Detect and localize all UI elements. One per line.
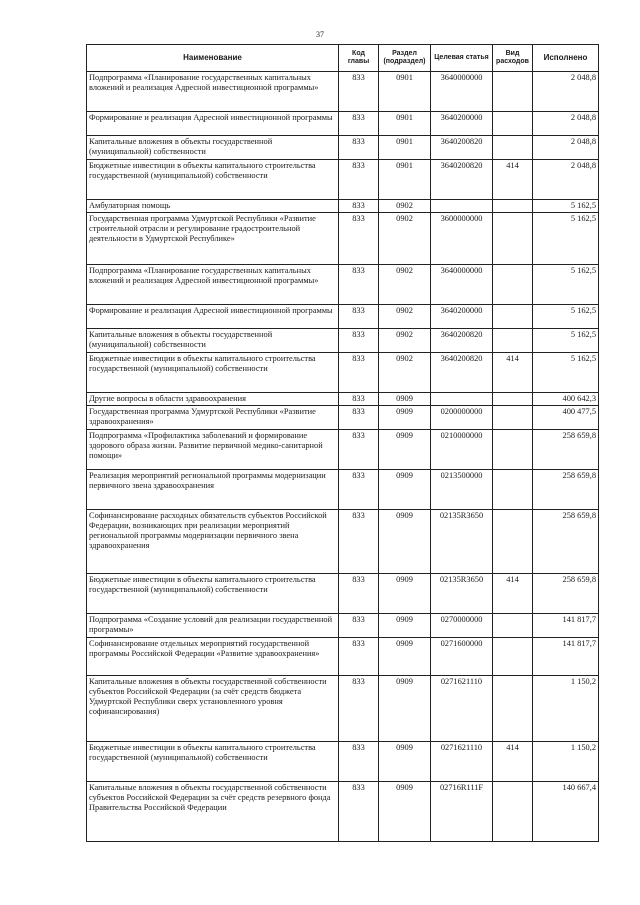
cell-razdel: 0901 bbox=[379, 136, 431, 160]
cell-name: Подпрограмма «Планирование государственных капитальных вложений и реализация Адресной инвестиционной программы» bbox=[87, 265, 339, 305]
cell-statya bbox=[431, 393, 493, 406]
table-row bbox=[87, 213, 599, 265]
cell-razdel: 0909 bbox=[379, 510, 431, 574]
cell-vid bbox=[493, 213, 533, 265]
cell-glava: 833 bbox=[339, 574, 379, 614]
cell-glava: 833 bbox=[339, 265, 379, 305]
table-row bbox=[87, 72, 599, 112]
cell-vid bbox=[493, 430, 533, 470]
cell-glava: 833 bbox=[339, 353, 379, 393]
table-row bbox=[87, 353, 599, 393]
cell-vid: 414 bbox=[493, 574, 533, 614]
budget-table bbox=[86, 44, 599, 842]
cell-razdel: 0909 bbox=[379, 406, 431, 430]
cell-executed: 5 162,5 bbox=[533, 213, 599, 265]
cell-vid bbox=[493, 638, 533, 676]
cell-statya: 3600000000 bbox=[431, 213, 493, 265]
cell-razdel: 0902 bbox=[379, 305, 431, 329]
cell-executed: 5 162,5 bbox=[533, 305, 599, 329]
table-row bbox=[87, 742, 599, 782]
table-row bbox=[87, 782, 599, 842]
table-header-row bbox=[87, 45, 599, 72]
cell-executed: 140 667,4 bbox=[533, 782, 599, 842]
cell-vid bbox=[493, 136, 533, 160]
page-number: 37 bbox=[316, 30, 324, 39]
cell-executed: 5 162,5 bbox=[533, 353, 599, 393]
table-row bbox=[87, 430, 599, 470]
cell-razdel: 0909 bbox=[379, 742, 431, 782]
table-row bbox=[87, 393, 599, 406]
cell-glava: 833 bbox=[339, 782, 379, 842]
cell-executed: 141 817,7 bbox=[533, 614, 599, 638]
header-razdel: Раздел (подраздел) bbox=[379, 45, 431, 72]
cell-razdel: 0909 bbox=[379, 574, 431, 614]
cell-glava: 833 bbox=[339, 742, 379, 782]
cell-glava: 833 bbox=[339, 676, 379, 742]
cell-name: Другие вопросы в области здравоохранения bbox=[87, 393, 339, 406]
cell-name: Капитальные вложения в объекты государственной (муниципальной) собственности bbox=[87, 329, 339, 353]
cell-name: Реализация мероприятий региональной программы модернизации первичного звена здравоохранения bbox=[87, 470, 339, 510]
cell-vid bbox=[493, 112, 533, 136]
cell-statya: 0270000000 bbox=[431, 614, 493, 638]
cell-name: Бюджетные инвестиции в объекты капитального строительства государственной (муниципальной) собственности bbox=[87, 742, 339, 782]
table-row bbox=[87, 406, 599, 430]
cell-glava: 833 bbox=[339, 112, 379, 136]
cell-executed: 2 048,8 bbox=[533, 136, 599, 160]
cell-vid bbox=[493, 200, 533, 213]
cell-name: Софинансирование расходных обязательств субъектов Российской Федерации, возникающих при реализации мероприятий региональной программы модернизации первичного звена здравоохранения bbox=[87, 510, 339, 574]
cell-vid bbox=[493, 265, 533, 305]
cell-statya: 3640200820 bbox=[431, 329, 493, 353]
cell-glava: 833 bbox=[339, 72, 379, 112]
cell-name: Капитальные вложения в объекты государственной (муниципальной) собственности bbox=[87, 136, 339, 160]
cell-glava: 833 bbox=[339, 470, 379, 510]
cell-glava: 833 bbox=[339, 638, 379, 676]
cell-statya: 3640000000 bbox=[431, 265, 493, 305]
cell-statya bbox=[431, 200, 493, 213]
header-name: Наименование bbox=[87, 45, 339, 72]
cell-executed: 400 477,5 bbox=[533, 406, 599, 430]
cell-name: Бюджетные инвестиции в объекты капитального строительства государственной (муниципальной) собственности bbox=[87, 160, 339, 200]
cell-executed: 2 048,8 bbox=[533, 72, 599, 112]
cell-name: Капитальные вложения в объекты государственной собственности субъектов Российской Федерации (за счёт средств бюджета Удмуртской Республики сверх установленного уровня софинансирования) bbox=[87, 676, 339, 742]
cell-glava: 833 bbox=[339, 329, 379, 353]
cell-name: Бюджетные инвестиции в объекты капитального строительства государственной (муниципальной) собственности bbox=[87, 574, 339, 614]
cell-vid: 414 bbox=[493, 742, 533, 782]
cell-vid bbox=[493, 782, 533, 842]
cell-name: Формирование и реализация Адресной инвестиционной программы bbox=[87, 112, 339, 136]
cell-razdel: 0902 bbox=[379, 329, 431, 353]
cell-vid bbox=[493, 305, 533, 329]
table-row bbox=[87, 470, 599, 510]
cell-statya: 02135R3650 bbox=[431, 574, 493, 614]
table-row bbox=[87, 160, 599, 200]
cell-executed: 2 048,8 bbox=[533, 160, 599, 200]
cell-razdel: 0901 bbox=[379, 72, 431, 112]
cell-vid bbox=[493, 72, 533, 112]
cell-razdel: 0909 bbox=[379, 470, 431, 510]
cell-razdel: 0909 bbox=[379, 430, 431, 470]
cell-name: Подпрограмма «Профилактика заболеваний и формирование здорового образа жизни. Развитие первичной медико-санитарной помощи» bbox=[87, 430, 339, 470]
cell-razdel: 0909 bbox=[379, 393, 431, 406]
cell-name: Государственная программа Удмуртской Республики «Развитие строительной отрасли и регулирование градостроительной деятельности в Удмуртской Республике» bbox=[87, 213, 339, 265]
cell-razdel: 0902 bbox=[379, 353, 431, 393]
cell-vid bbox=[493, 393, 533, 406]
cell-executed: 1 150,2 bbox=[533, 676, 599, 742]
cell-name: Бюджетные инвестиции в объекты капитального строительства государственной (муниципальной) собственности bbox=[87, 353, 339, 393]
header-executed: Исполнено bbox=[533, 45, 599, 72]
cell-razdel: 0901 bbox=[379, 160, 431, 200]
cell-statya: 3640200820 bbox=[431, 136, 493, 160]
table-row bbox=[87, 614, 599, 638]
cell-vid: 414 bbox=[493, 353, 533, 393]
cell-razdel: 0902 bbox=[379, 265, 431, 305]
cell-statya: 0271621110 bbox=[431, 676, 493, 742]
cell-statya: 3640000000 bbox=[431, 72, 493, 112]
cell-statya: 0271600000 bbox=[431, 638, 493, 676]
table-body bbox=[87, 72, 599, 842]
cell-executed: 400 642,3 bbox=[533, 393, 599, 406]
cell-glava: 833 bbox=[339, 200, 379, 213]
cell-vid bbox=[493, 329, 533, 353]
cell-glava: 833 bbox=[339, 406, 379, 430]
cell-executed: 5 162,5 bbox=[533, 265, 599, 305]
cell-executed: 5 162,5 bbox=[533, 329, 599, 353]
cell-statya: 0210000000 bbox=[431, 430, 493, 470]
cell-statya: 0271621110 bbox=[431, 742, 493, 782]
cell-name: Подпрограмма «Создание условий для реализации государственной программы» bbox=[87, 614, 339, 638]
cell-name: Формирование и реализация Адресной инвестиционной программы bbox=[87, 305, 339, 329]
cell-vid bbox=[493, 676, 533, 742]
cell-razdel: 0909 bbox=[379, 638, 431, 676]
cell-name: Государственная программа Удмуртской Республики «Развитие здравоохранения» bbox=[87, 406, 339, 430]
cell-statya: 3640200000 bbox=[431, 112, 493, 136]
table-row bbox=[87, 676, 599, 742]
cell-glava: 833 bbox=[339, 430, 379, 470]
cell-glava: 833 bbox=[339, 160, 379, 200]
header-vid: Вид расходов bbox=[493, 45, 533, 72]
cell-executed: 258 659,8 bbox=[533, 430, 599, 470]
cell-glava: 833 bbox=[339, 305, 379, 329]
cell-executed: 1 150,2 bbox=[533, 742, 599, 782]
cell-name: Подпрограмма «Планирование государственных капитальных вложений и реализация Адресной инвестиционной программы» bbox=[87, 72, 339, 112]
cell-statya: 3640200820 bbox=[431, 353, 493, 393]
table-row bbox=[87, 112, 599, 136]
cell-vid bbox=[493, 470, 533, 510]
cell-vid: 414 bbox=[493, 160, 533, 200]
cell-name: Амбулаторная помощь bbox=[87, 200, 339, 213]
cell-vid bbox=[493, 510, 533, 574]
cell-statya: 02716R111F bbox=[431, 782, 493, 842]
cell-executed: 2 048,8 bbox=[533, 112, 599, 136]
cell-executed: 5 162,5 bbox=[533, 200, 599, 213]
table-row bbox=[87, 305, 599, 329]
cell-razdel: 0909 bbox=[379, 676, 431, 742]
table-row bbox=[87, 510, 599, 574]
table-row bbox=[87, 136, 599, 160]
cell-name: Капитальные вложения в объекты государственной собственности субъектов Российской Федерации за счёт средств резервного фонда Правительства Российской Федерации bbox=[87, 782, 339, 842]
cell-executed: 141 817,7 bbox=[533, 638, 599, 676]
table-row bbox=[87, 265, 599, 305]
cell-glava: 833 bbox=[339, 510, 379, 574]
cell-razdel: 0909 bbox=[379, 614, 431, 638]
cell-razdel: 0909 bbox=[379, 782, 431, 842]
cell-executed: 258 659,8 bbox=[533, 470, 599, 510]
header-statya: Целевая статья bbox=[431, 45, 493, 72]
table-row bbox=[87, 638, 599, 676]
cell-glava: 833 bbox=[339, 213, 379, 265]
cell-statya: 02135R3650 bbox=[431, 510, 493, 574]
cell-glava: 833 bbox=[339, 136, 379, 160]
cell-statya: 0213500000 bbox=[431, 470, 493, 510]
table-row bbox=[87, 329, 599, 353]
cell-executed: 258 659,8 bbox=[533, 574, 599, 614]
cell-statya: 0200000000 bbox=[431, 406, 493, 430]
cell-executed: 258 659,8 bbox=[533, 510, 599, 574]
cell-glava: 833 bbox=[339, 393, 379, 406]
cell-glava: 833 bbox=[339, 614, 379, 638]
cell-razdel: 0902 bbox=[379, 200, 431, 213]
cell-vid bbox=[493, 406, 533, 430]
table-row bbox=[87, 200, 599, 213]
cell-razdel: 0901 bbox=[379, 112, 431, 136]
header-glava: Код главы bbox=[339, 45, 379, 72]
cell-razdel: 0902 bbox=[379, 213, 431, 265]
cell-vid bbox=[493, 614, 533, 638]
table-row bbox=[87, 574, 599, 614]
cell-statya: 3640200820 bbox=[431, 160, 493, 200]
cell-statya: 3640200000 bbox=[431, 305, 493, 329]
cell-name: Софинансирование отдельных мероприятий государственной программы Российской Федерации «Развитие здравоохранения» bbox=[87, 638, 339, 676]
